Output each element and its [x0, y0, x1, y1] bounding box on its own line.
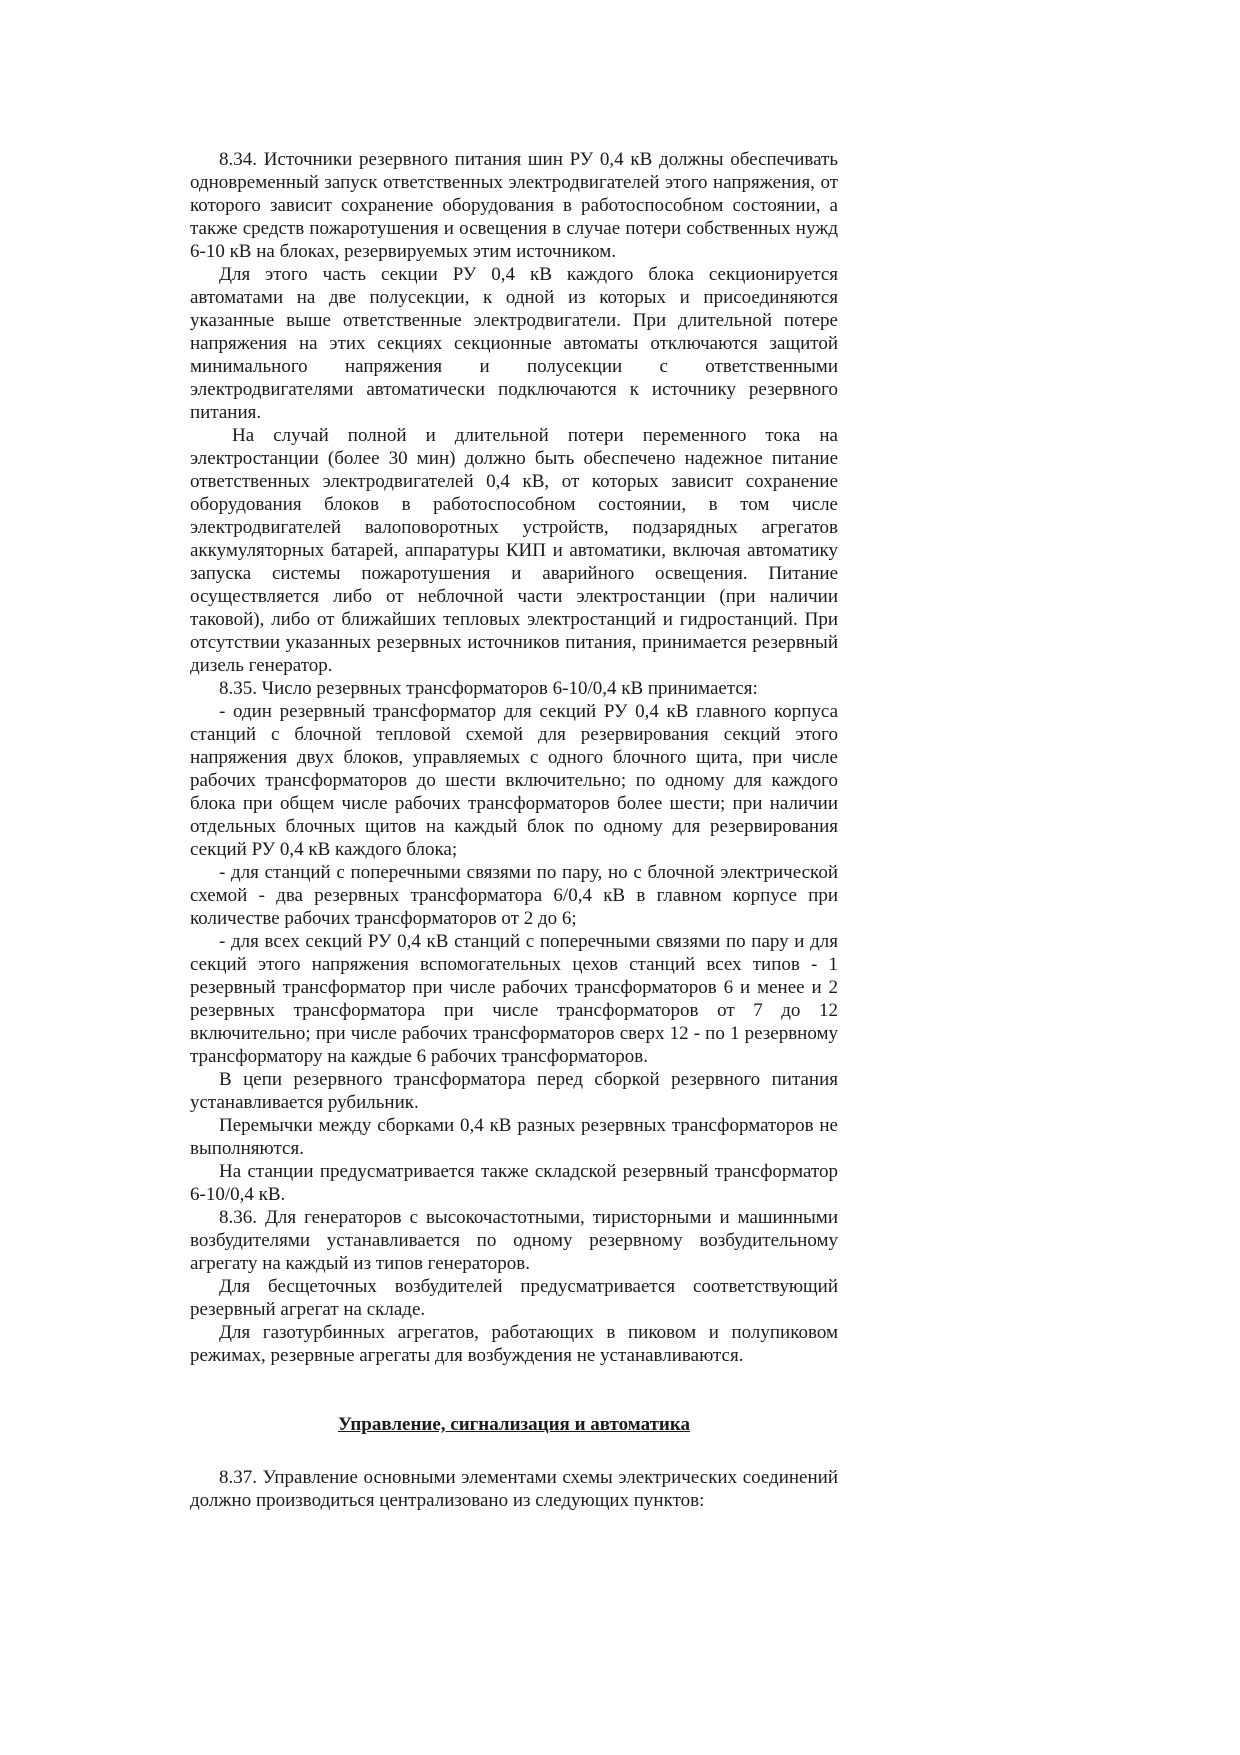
paragraph: В цепи резервного трансформатора перед сборкой резервного питания устанавливается рубильник.: [190, 1069, 838, 1113]
paragraph-8-36: 8.36. Для генераторов с высокочастотными, тиристорными и машинными возбудителями устанавливается по одному резервному возбудительному агрегату на каждый из типов генераторов.: [190, 1207, 838, 1274]
paragraph: На станции предусматривается также складской резервный трансформатор 6-10/0,4 кВ.: [190, 1161, 838, 1205]
document-page: [190, 148, 838, 1512]
section-heading: Управление, сигнализация и автоматика: [337, 1414, 691, 1435]
paragraph: Перемычки между сборками 0,4 кВ разных резервных трансформаторов не выполняются.: [190, 1115, 838, 1159]
paragraph: На случай полной и длительной потери переменного тока на электростанции (более 30 мин) должно быть обеспечено надежное питание ответственных электродвигателей 0,4 кВ, от которых зависит сохранение оборудования блоков в работоспособном состоянии, в том числе электродвигателей валоповоротных устройств, подзарядных агрегатов аккумуляторных батарей, аппаратуры КИП и автоматики, включая автоматику запуска системы пожаротушения и аварийного освещения. Питание осуществляется либо от неблочной части электростанции (при наличии таковой), либо от ближайших тепловых электростанций и гидростанций. При отсутствии указанных резервных источников питания, принимается резервный дизель генератор.: [190, 425, 838, 676]
paragraph-8-37: 8.37. Управление основными элементами схемы электрических соединений должно производиться централизовано из следующих пунктов:: [190, 1467, 838, 1511]
paragraph-8-34: 8.34. Источники резервного питания шин РУ 0,4 кВ должны обеспечивать одновременный запуск ответственных электродвигателей этого напряжения, от которого зависит сохранение оборудования в работоспособном состоянии, а также средств пожаротушения и освещения в случае потери собственных нужд 6-10 кВ на блоках, резервируемых этим источником.: [190, 149, 838, 262]
section-spacer: [190, 1436, 838, 1466]
list-item: - один резервный трансформатор для секций РУ 0,4 кВ главного корпуса станций с блочной тепловой схемой для резервирования секций этого напряжения двух блоков, управляемых с одного блочного щита, при числе рабочих трансформаторов до шести включительно; по одному для каждого блока при общем числе рабочих трансформаторов более шести; при наличии отдельных блочных щитов на каждый блок по одному для резервирования секций РУ 0,4 кВ каждого блока;: [190, 701, 838, 860]
list-item: - для всех секций РУ 0,4 кВ станций с поперечными связями по пару и для секций этого напряжения вспомогательных цехов станций всех типов - 1 резервный трансформатор при числе рабочих трансформаторов 6 и менее и 2 резервных трансформатора при числе трансформаторов от 7 до 12 включительно; при числе рабочих трансформаторов сверх 12 - по 1 резервному трансформатору на каждые 6 рабочих трансформаторов.: [190, 931, 838, 1067]
paragraph-8-35: 8.35. Число резервных трансформаторов 6-10/0,4 кВ принимается:: [219, 678, 758, 699]
paragraph: Для газотурбинных агрегатов, работающих в пиковом и полупиковом режимах, резервные агрегаты для возбуждения не устанавливаются.: [190, 1322, 838, 1366]
section-spacer: [190, 1367, 838, 1413]
paragraph: Для бесщеточных возбудителей предусматривается соответствующий резервный агрегат на складе.: [190, 1276, 838, 1320]
list-item: - для станций с поперечными связями по пару, но с блочной электрической схемой - два резервных трансформатора 6/0,4 кВ в главном корпусе при количестве рабочих трансформаторов от 2 до 6;: [190, 862, 838, 929]
paragraph: Для этого часть секции РУ 0,4 кВ каждого блока секционируется автоматами на две полусекции, к одной из которых и присоединяются указанные выше ответственные электродвигатели. При длительной потере напряжения на этих секциях секционные автоматы отключаются защитой минимального напряжения и полусекции с ответственными электродвигателями автоматически подключаются к источнику резервного питания.: [190, 264, 838, 423]
